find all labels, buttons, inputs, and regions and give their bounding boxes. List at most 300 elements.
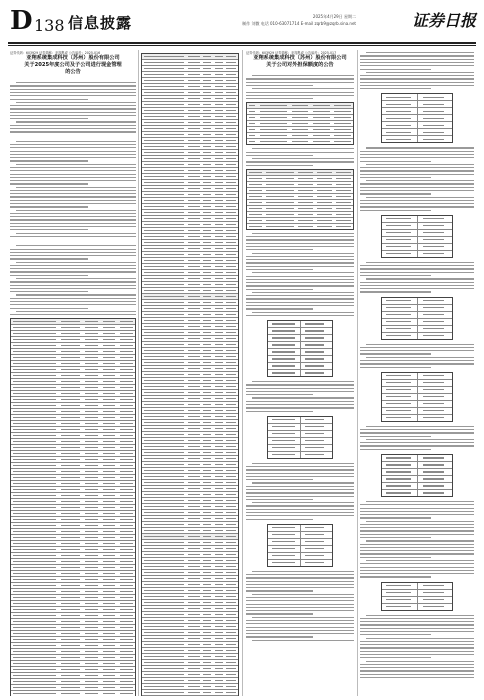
text-line <box>360 547 474 548</box>
text-line <box>246 259 354 260</box>
text-line <box>16 141 136 142</box>
text-line <box>10 183 88 184</box>
text-line <box>246 489 354 490</box>
text-line <box>246 276 354 277</box>
text-line <box>10 151 136 152</box>
table-row <box>382 455 452 462</box>
stock-code-line: 证券代码：603929 证券简称：亚翔集成 公告编号：2025-017 <box>246 51 337 55</box>
text-line <box>252 381 354 382</box>
text-line <box>360 573 474 574</box>
table-row <box>382 223 452 230</box>
text-line <box>10 125 136 126</box>
table-row <box>382 312 452 319</box>
text-line <box>246 243 354 244</box>
text-line <box>360 651 474 652</box>
text-line <box>246 492 354 493</box>
text-line <box>246 411 313 412</box>
text-line <box>252 292 354 293</box>
table-row <box>268 356 332 363</box>
text-line <box>16 102 136 103</box>
text-line <box>360 347 474 348</box>
table-row <box>382 401 452 408</box>
table-row <box>382 483 452 490</box>
table-row <box>382 244 452 251</box>
text-line <box>360 174 474 175</box>
text-line <box>360 360 474 361</box>
table-row <box>268 539 332 546</box>
text-line <box>360 65 474 66</box>
text-line <box>16 164 136 165</box>
table-row <box>382 604 452 610</box>
text-line <box>360 78 474 79</box>
text-line <box>246 155 313 156</box>
text-line <box>10 95 136 96</box>
text-line <box>246 597 354 598</box>
text-line <box>246 165 313 166</box>
text-line <box>360 151 474 152</box>
table-row <box>382 108 452 115</box>
text-line <box>360 576 431 577</box>
text-line <box>10 281 136 282</box>
text-line <box>10 144 136 145</box>
text-line <box>360 449 431 450</box>
text-line <box>10 308 88 309</box>
notice-body <box>10 76 136 696</box>
summary-table <box>381 582 453 611</box>
text-line <box>246 295 354 296</box>
text-line <box>360 657 431 658</box>
text-line <box>10 193 136 194</box>
text-line <box>360 353 431 354</box>
table-row <box>268 431 332 438</box>
text-line <box>16 187 136 188</box>
text-line <box>360 654 474 655</box>
text-line <box>10 304 136 305</box>
text-line <box>246 515 354 516</box>
text-line <box>252 75 354 76</box>
text-line <box>252 158 354 159</box>
text-line <box>16 294 136 295</box>
text-line <box>360 628 474 629</box>
text-line <box>360 69 431 70</box>
table-row <box>268 321 332 328</box>
table-row <box>382 251 452 257</box>
text-line <box>360 367 431 368</box>
table-row <box>382 476 452 483</box>
text-line <box>246 584 354 585</box>
table-row <box>268 452 332 458</box>
summary-table <box>381 454 453 497</box>
notice-title-tail: 的公告 <box>65 69 81 75</box>
text-line <box>360 445 474 446</box>
section-title: 信息披露 <box>68 14 133 32</box>
text-line <box>360 537 431 538</box>
text-line <box>246 404 354 405</box>
notice-body <box>246 69 354 641</box>
table-row <box>382 597 452 604</box>
summary-table <box>381 93 453 143</box>
text-line <box>246 600 354 601</box>
text-line <box>246 266 354 267</box>
text-line <box>252 272 354 273</box>
text-line <box>360 203 474 204</box>
page-letter: D <box>10 6 33 36</box>
text-line <box>10 108 136 109</box>
text-line <box>246 623 354 624</box>
text-line <box>360 285 474 286</box>
text-line <box>360 563 474 564</box>
text-line <box>246 466 354 467</box>
page-number: 138 <box>34 16 65 35</box>
text-line <box>252 233 354 234</box>
text-line <box>252 312 354 313</box>
notice-body-continued <box>360 52 474 678</box>
text-line <box>360 62 474 63</box>
text-line <box>360 190 474 191</box>
text-line <box>246 256 354 257</box>
text-line <box>360 154 474 155</box>
text-line <box>246 305 354 306</box>
text-line <box>252 253 354 254</box>
text-line <box>366 638 474 639</box>
text-line <box>246 401 354 402</box>
text-line <box>360 288 474 289</box>
text-line <box>10 99 88 100</box>
text-line <box>10 177 136 178</box>
text-line <box>246 587 354 588</box>
column-divider <box>357 50 358 696</box>
text-line <box>246 246 354 247</box>
text-line <box>10 131 136 132</box>
text-line <box>246 630 354 631</box>
text-line <box>10 314 136 315</box>
text-line <box>246 384 354 385</box>
text-line <box>366 521 474 522</box>
table-row <box>268 342 332 349</box>
text-line <box>360 75 474 76</box>
table-row <box>268 553 332 560</box>
text-line <box>16 121 136 122</box>
text-line <box>360 631 474 632</box>
text-line <box>360 442 474 443</box>
text-line <box>360 177 431 178</box>
text-line <box>252 148 354 149</box>
text-line <box>16 82 136 83</box>
text-line <box>366 197 474 198</box>
text-line <box>360 170 474 171</box>
text-line <box>246 95 354 96</box>
text-line <box>366 52 474 53</box>
text-line <box>246 636 313 637</box>
table-row <box>382 216 452 223</box>
text-line <box>360 183 474 184</box>
text-line <box>360 674 474 675</box>
table-row <box>268 438 332 445</box>
text-line <box>360 514 474 515</box>
text-line <box>16 262 136 263</box>
table-row <box>382 305 452 312</box>
text-line <box>246 315 354 316</box>
summary-table <box>381 372 453 422</box>
text-line <box>360 511 474 512</box>
text-line <box>246 613 313 614</box>
text-line <box>246 620 354 621</box>
table-row <box>382 94 452 101</box>
text-line <box>360 544 474 545</box>
text-line <box>360 282 474 283</box>
text-line <box>360 88 431 89</box>
text-line <box>360 504 474 505</box>
text-line <box>10 213 136 214</box>
table-row <box>382 136 452 142</box>
text-line <box>246 476 354 477</box>
text-line <box>10 200 136 201</box>
data-table <box>141 53 239 696</box>
text-line <box>16 210 136 211</box>
text-line <box>360 550 474 551</box>
text-line <box>366 262 474 263</box>
table-row <box>382 469 452 476</box>
text-line <box>10 174 136 175</box>
text-line <box>252 397 354 398</box>
table-row <box>268 349 332 356</box>
text-line <box>10 112 136 113</box>
text-line <box>360 621 474 622</box>
table-row <box>382 583 452 590</box>
text-line <box>366 615 474 616</box>
table-row <box>382 415 452 421</box>
text-line <box>10 219 136 220</box>
data-table <box>246 102 354 145</box>
table-row <box>268 370 332 376</box>
text-line <box>360 200 474 201</box>
text-line <box>246 388 354 389</box>
text-line <box>360 157 474 158</box>
text-line <box>246 627 354 628</box>
text-line <box>360 161 431 162</box>
text-line <box>246 394 313 395</box>
table-row <box>247 224 353 229</box>
table-row <box>268 445 332 452</box>
text-line <box>246 249 313 250</box>
text-line <box>10 291 88 292</box>
text-line <box>10 258 88 259</box>
data-table <box>10 318 136 696</box>
text-line <box>360 618 474 619</box>
text-line <box>10 128 136 129</box>
text-line <box>10 236 136 237</box>
text-line <box>366 357 474 358</box>
text-line <box>10 190 136 191</box>
text-line <box>246 633 354 634</box>
masthead <box>8 6 476 42</box>
text-line <box>366 426 474 427</box>
text-line <box>360 85 474 86</box>
text-line <box>366 540 474 541</box>
text-line <box>246 308 313 309</box>
table-row <box>382 394 452 401</box>
text-line <box>16 233 136 234</box>
company-name: 亚翔系统集成科技（苏州）股份有限公司 <box>26 55 120 61</box>
text-line <box>10 203 136 204</box>
company-name: 亚翔系统集成科技（苏州）股份有限公司 <box>253 55 347 61</box>
table-row <box>382 129 452 136</box>
text-line <box>246 505 354 506</box>
text-line <box>360 677 474 678</box>
text-line <box>360 517 431 518</box>
text-line <box>360 82 474 83</box>
text-line <box>10 160 88 161</box>
column-continued-right <box>360 50 474 696</box>
summary-table <box>267 416 333 459</box>
date-line: 2025年4月29日 星期二 <box>312 14 356 19</box>
table-row <box>382 380 452 387</box>
text-line <box>360 350 474 351</box>
table-row <box>268 417 332 424</box>
text-line <box>10 105 136 106</box>
text-line <box>10 229 88 230</box>
text-line <box>246 285 354 286</box>
text-line <box>360 436 431 437</box>
text-line <box>360 557 431 558</box>
text-line <box>16 278 136 279</box>
table-row <box>268 335 332 342</box>
text-line <box>246 298 354 299</box>
stock-code-line: 证券代码：603929 证券简称：亚翔集成 公告编号：2025-016 <box>10 51 101 55</box>
text-line <box>360 644 474 645</box>
text-line <box>246 236 354 237</box>
text-line <box>246 519 313 520</box>
text-line <box>360 567 474 568</box>
text-line <box>360 291 431 292</box>
table-row <box>247 139 353 144</box>
summary-table <box>381 297 453 340</box>
text-line <box>246 78 354 79</box>
text-line <box>360 664 474 665</box>
text-line <box>360 667 474 668</box>
summary-table <box>381 215 453 258</box>
text-line <box>10 167 136 168</box>
paragraph-gap <box>10 135 136 139</box>
text-line <box>366 147 474 148</box>
text-line <box>10 92 136 93</box>
table-row <box>382 333 452 339</box>
text-line <box>10 216 136 217</box>
text-line <box>10 298 136 299</box>
table-row <box>268 532 332 539</box>
header-rule <box>8 42 476 44</box>
text-line <box>246 92 354 93</box>
text-line <box>10 275 88 276</box>
text-line <box>246 98 313 99</box>
text-line <box>366 164 474 165</box>
summary-table <box>267 320 333 377</box>
text-line <box>360 524 474 525</box>
text-line <box>10 223 136 224</box>
text-line <box>360 206 474 207</box>
header-rule-thin <box>8 45 476 46</box>
notice-title: 关于2025年度公司及子公司进行现金管理 <box>24 62 122 68</box>
paragraph-gap <box>10 239 136 243</box>
text-line <box>10 89 136 90</box>
text-line <box>360 363 474 364</box>
text-line <box>252 88 354 89</box>
text-line <box>246 279 354 280</box>
text-line <box>360 570 474 571</box>
table-row <box>268 363 332 370</box>
table-row <box>268 424 332 431</box>
summary-table <box>267 524 333 567</box>
text-line <box>360 534 474 535</box>
text-line <box>360 268 474 269</box>
text-line <box>246 161 354 162</box>
text-line <box>246 85 313 86</box>
text-line <box>360 634 431 635</box>
text-line <box>360 508 474 509</box>
text-line <box>246 152 354 153</box>
text-line <box>252 502 354 503</box>
table-row <box>382 122 452 129</box>
text-line <box>246 289 313 290</box>
text-line <box>246 479 313 480</box>
column-notice-left <box>10 50 136 696</box>
text-line <box>360 187 474 188</box>
text-line <box>246 269 313 270</box>
text-line <box>10 301 136 302</box>
text-line <box>252 571 354 572</box>
text-line <box>360 553 474 554</box>
text-line <box>246 486 354 487</box>
table-row <box>268 525 332 532</box>
table-row <box>382 387 452 394</box>
table-row <box>382 230 452 237</box>
notice-title: 关于公司对外担保额度的公告 <box>266 62 334 68</box>
column-divider <box>138 50 139 696</box>
text-line <box>10 255 136 256</box>
text-line <box>246 496 354 497</box>
text-line <box>10 115 136 116</box>
text-line <box>246 581 354 582</box>
table-row <box>382 298 452 305</box>
text-line <box>360 193 431 194</box>
text-line <box>10 249 136 250</box>
editor-line: 制作 刘微 电话 010-63071714 E-mail zqrb9@zqrb.sina.net <box>242 21 356 26</box>
text-line <box>16 245 136 246</box>
text-line <box>360 432 474 433</box>
text-line <box>246 499 313 500</box>
column-table-middle <box>141 50 239 696</box>
table-row <box>382 408 452 415</box>
table-row <box>382 462 452 469</box>
text-line <box>360 624 474 625</box>
column-divider <box>242 50 243 696</box>
table-row <box>382 326 452 333</box>
text-line <box>246 302 354 303</box>
paragraph-gap <box>246 69 354 73</box>
text-line <box>360 530 474 531</box>
text-line <box>360 167 474 168</box>
table-row <box>382 373 452 380</box>
table-row <box>382 490 452 496</box>
text-line <box>246 469 354 470</box>
table-row <box>11 691 135 696</box>
text-line <box>10 206 88 207</box>
text-line <box>10 271 136 272</box>
paragraph-gap <box>10 76 136 80</box>
text-line <box>246 604 354 605</box>
table-row <box>382 115 452 122</box>
text-line <box>246 574 354 575</box>
